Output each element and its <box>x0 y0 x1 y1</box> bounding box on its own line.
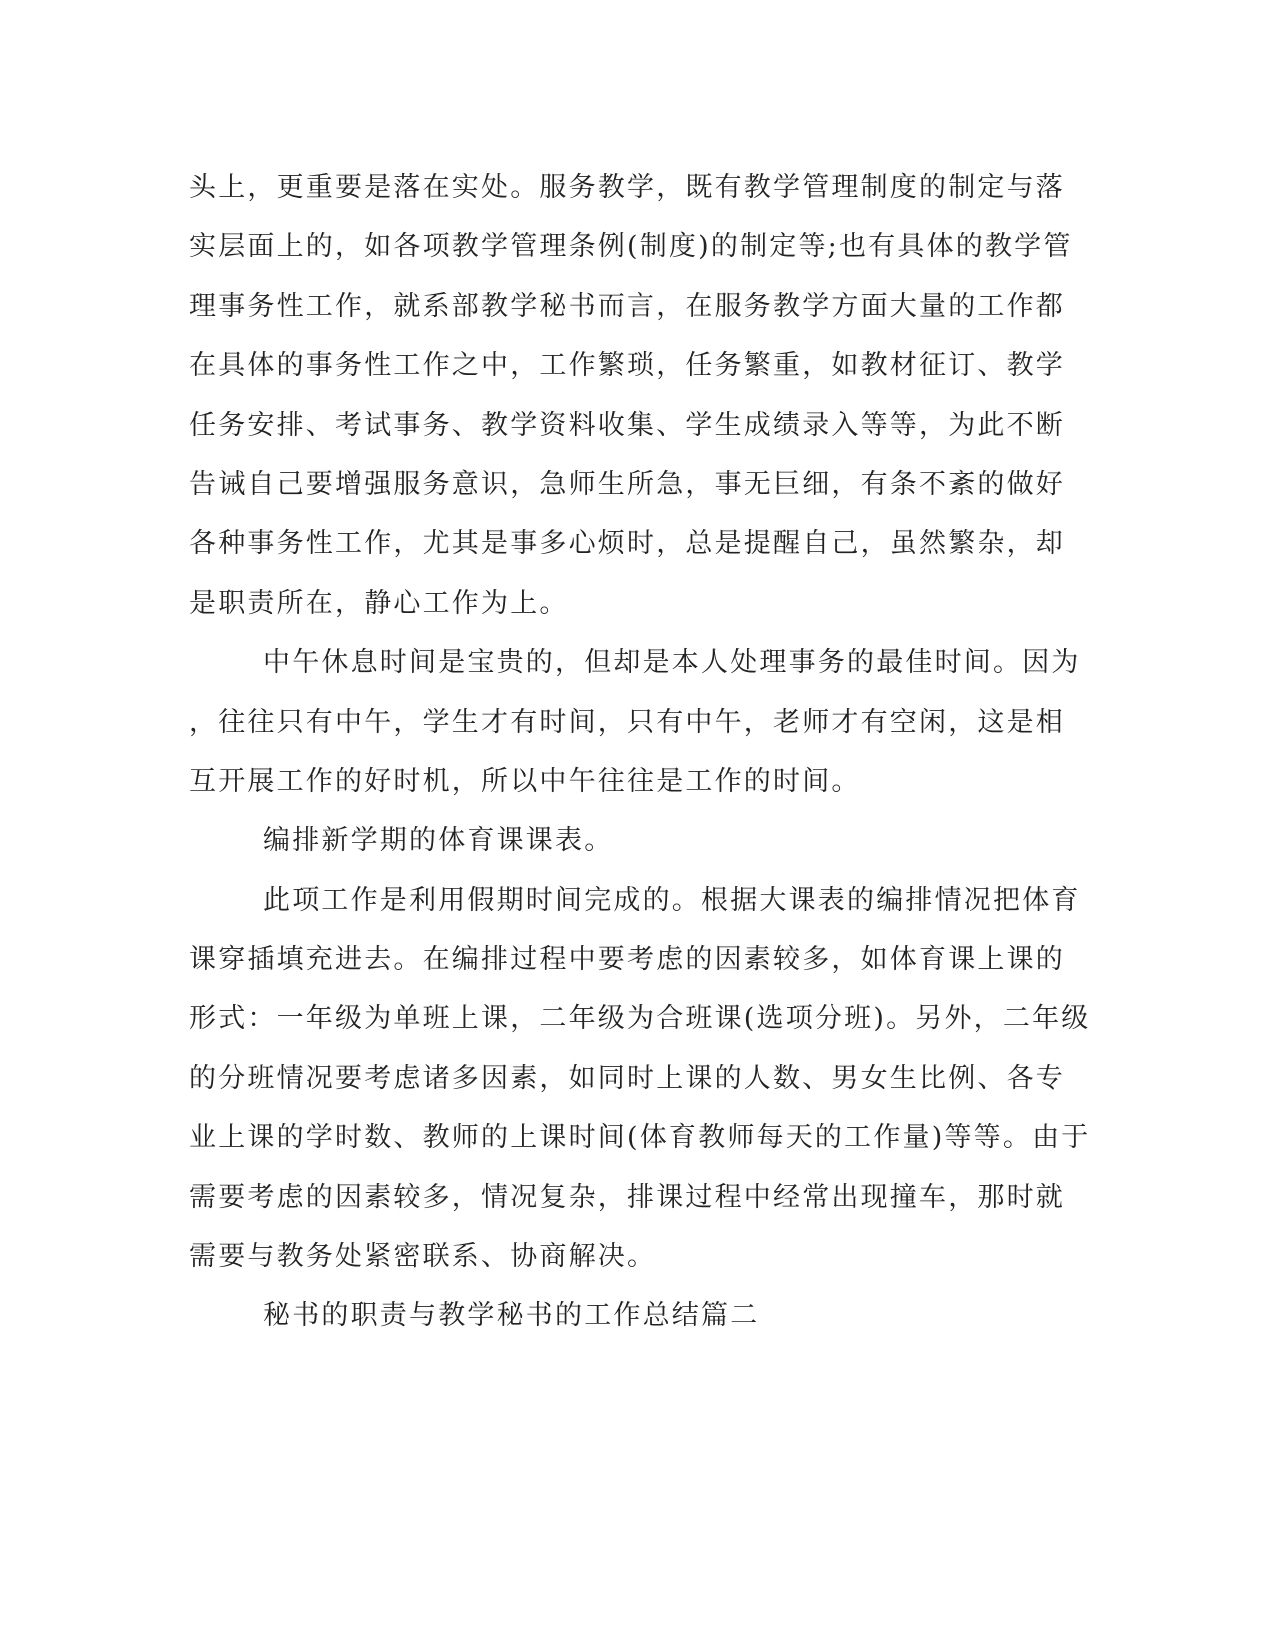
body-line: 各种事务性工作，尤其是事多心烦时，总是提醒自己，虽然繁杂，却 <box>189 528 1065 560</box>
paragraph-start-line: 此项工作是利用假期时间完成的。根据大课表的编排情况把体育 <box>263 884 1081 916</box>
body-line: 实层面上的，如各项教学管理条例(制度)的制定等;也有具体的教学管 <box>189 231 1073 263</box>
body-line: 互开展工作的好时机，所以中午往往是工作的时间。 <box>189 765 861 797</box>
body-line: 课穿插填充进去。在编排过程中要考虑的因素较多，如体育课上课的 <box>189 944 1065 976</box>
paragraph-start-line: 中午休息时间是宝贵的，但却是本人处理事务的最佳时间。因为 <box>263 647 1081 679</box>
body-line: 业上课的学时数、教师的上课时间(体育教师每天的工作量)等等。由于 <box>189 1122 1091 1154</box>
body-line: 在具体的事务性工作之中，工作繁琐，任务繁重，如教材征订、教学 <box>189 350 1065 382</box>
body-line: 告诫自己要增强服务意识，急师生所急，事无巨细，有条不紊的做好 <box>189 468 1065 500</box>
body-line: 的分班情况要考虑诸多因素，如同时上课的人数、男女生比例、各专 <box>189 1062 1065 1094</box>
body-line: 需要考虑的因素较多，情况复杂，排课过程中经常出现撞车，那时就 <box>189 1181 1065 1213</box>
section-heading: 编排新学期的体育课课表。 <box>263 825 614 857</box>
body-line: 形式：一年级为单班上课，二年级为合班课(选项分班)。另外，二年级 <box>189 1003 1091 1035</box>
section-title: 秘书的职责与教学秘书的工作总结篇二 <box>263 1300 760 1332</box>
body-line: 理事务性工作，就系部教学秘书而言，在服务教学方面大量的工作都 <box>189 290 1065 322</box>
body-line: 是职责所在，静心工作为上。 <box>189 587 569 619</box>
document-body <box>189 158 1091 1346</box>
body-line: 任务安排、考试事务、教学资料收集、学生成绩录入等等，为此不断 <box>189 409 1065 441</box>
body-line: ，往往只有中午，学生才有时间，只有中午，老师才有空闲，这是相 <box>189 706 1065 738</box>
body-line: 头上，更重要是落在实处。服务教学，既有教学管理制度的制定与落 <box>189 172 1065 203</box>
body-line: 需要与教务处紧密联系、协商解决。 <box>189 1241 657 1273</box>
